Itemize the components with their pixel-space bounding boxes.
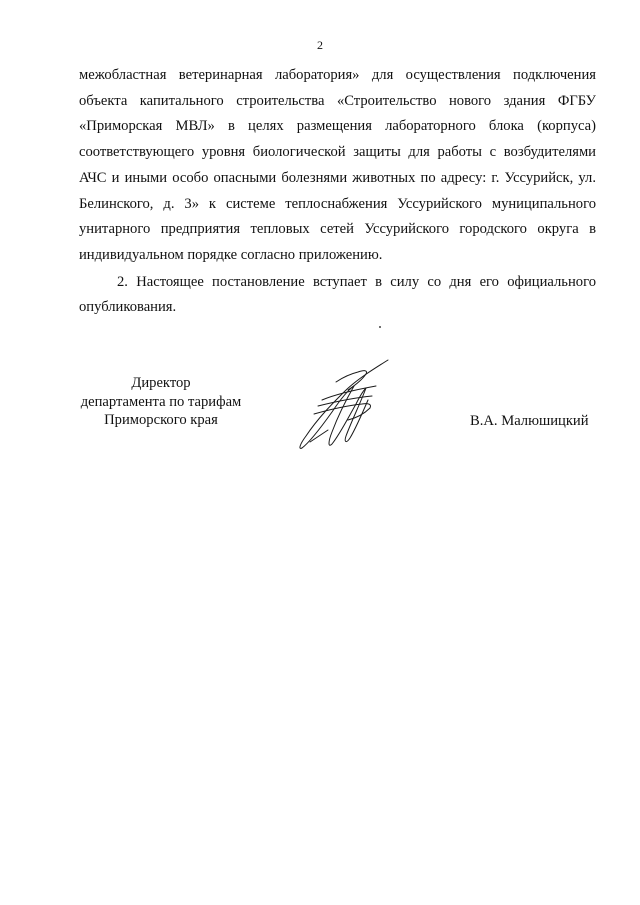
handwritten-signature — [292, 356, 392, 456]
stray-mark — [379, 326, 381, 328]
paragraph-1: межобластная ветеринарная лаборатория» для осуществления подключения объекта капитального строительства «Строительство нового здания ФГБУ «Приморская МВЛ» в целях размещения лабораторного блока (корпуса) соответствующего уровня биологической защиты для работы с возбудителями АЧС и иными особо опасными болезнями животных по адресу: г. Уссурийск, ул. Белинского, д. 3» к системе теплоснабжения Уссурийского муниципального унитарного предприятия тепловых сетей Уссурийского городского округа в индивидуальном порядке согласно приложению. — [79, 67, 596, 263]
signer-title-line-2: департамента по тарифам — [80, 393, 242, 410]
paragraph-2: 2. Настоящее постановление вступает в силу со дня его официального опубликования. — [79, 273, 596, 316]
signer-title-line-1: Директор — [131, 375, 191, 391]
document-body — [79, 63, 596, 321]
signer-name: В.А. Малюшицкий — [470, 413, 589, 429]
page-number: 2 — [317, 38, 323, 52]
signer-title — [56, 374, 266, 430]
signer-title-line-3: Приморского края — [104, 412, 218, 428]
